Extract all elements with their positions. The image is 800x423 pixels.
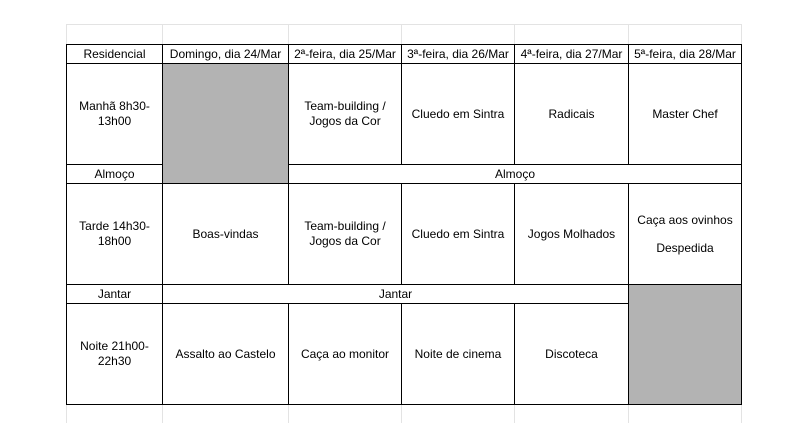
day-header-monday[interactable]: 2ª-feira, dia 25/Mar [289, 45, 402, 64]
grid-line [288, 404, 289, 423]
morning-label[interactable]: Manhã 8h30-13h00 [67, 64, 163, 165]
activity-line: Caça aos ovinhos [637, 212, 733, 227]
morning-row [67, 64, 742, 165]
dinner-label[interactable]: Jantar [67, 285, 163, 304]
grid-line [628, 404, 629, 423]
grid-line [66, 24, 67, 44]
afternoon-label[interactable]: Tarde 14h30-18h00 [67, 184, 163, 285]
grid-line [628, 24, 629, 44]
lunch-label[interactable]: Almoço [67, 165, 163, 184]
night-label[interactable]: Noite 21h00-22h30 [67, 304, 163, 405]
activity-cell[interactable]: Cluedo em Sintra [402, 64, 515, 165]
residencial-header[interactable]: Residencial [67, 45, 163, 64]
activity-cell[interactable]: Assalto ao Castelo [163, 304, 289, 405]
grid-line [401, 404, 402, 423]
day-header-wednesday[interactable]: 4ª-feira, dia 27/Mar [515, 45, 629, 64]
day-header-thursday[interactable]: 5ª-feira, dia 28/Mar [629, 45, 742, 64]
activity-cell[interactable]: Caça ao monitor [289, 304, 402, 405]
day-header-sunday[interactable]: Domingo, dia 24/Mar [163, 45, 289, 64]
activity-cell[interactable]: Boas-vindas [163, 184, 289, 285]
grid-line [288, 24, 289, 44]
activity-line: Despedida [656, 240, 714, 255]
activity-cell[interactable]: Team-building / Jogos da Cor [289, 64, 402, 165]
activity-cell[interactable]: Discoteca [515, 304, 629, 405]
activity-cell[interactable]: Radicais [515, 64, 629, 165]
activity-cell[interactable]: Team-building / Jogos da Cor [289, 184, 402, 285]
day-header-tuesday[interactable]: 3ª-feira, dia 26/Mar [402, 45, 515, 64]
grid-line [66, 404, 67, 423]
afternoon-row [67, 184, 742, 285]
activity-cell[interactable]: Noite de cinema [402, 304, 515, 405]
empty-grey-cell[interactable] [163, 64, 289, 184]
grid-line [741, 404, 742, 423]
lunch-merged-cell[interactable]: Almoço [289, 165, 742, 184]
grid-line [514, 24, 515, 44]
grid-line [514, 404, 515, 423]
grid-line [162, 24, 163, 44]
schedule-table [66, 44, 742, 405]
grid-line [401, 24, 402, 44]
activity-cell[interactable]: Jogos Molhados [515, 184, 629, 285]
activity-cell-friday[interactable] [629, 184, 742, 285]
activity-cell[interactable]: Master Chef [629, 64, 742, 165]
grid-line [66, 24, 742, 25]
grid-line [741, 24, 742, 44]
empty-grey-cell[interactable] [629, 285, 742, 405]
dinner-row [67, 285, 742, 304]
dinner-merged-cell[interactable]: Jantar [163, 285, 629, 304]
grid-line [162, 404, 163, 423]
header-row [67, 45, 742, 64]
activity-cell[interactable]: Cluedo em Sintra [402, 184, 515, 285]
